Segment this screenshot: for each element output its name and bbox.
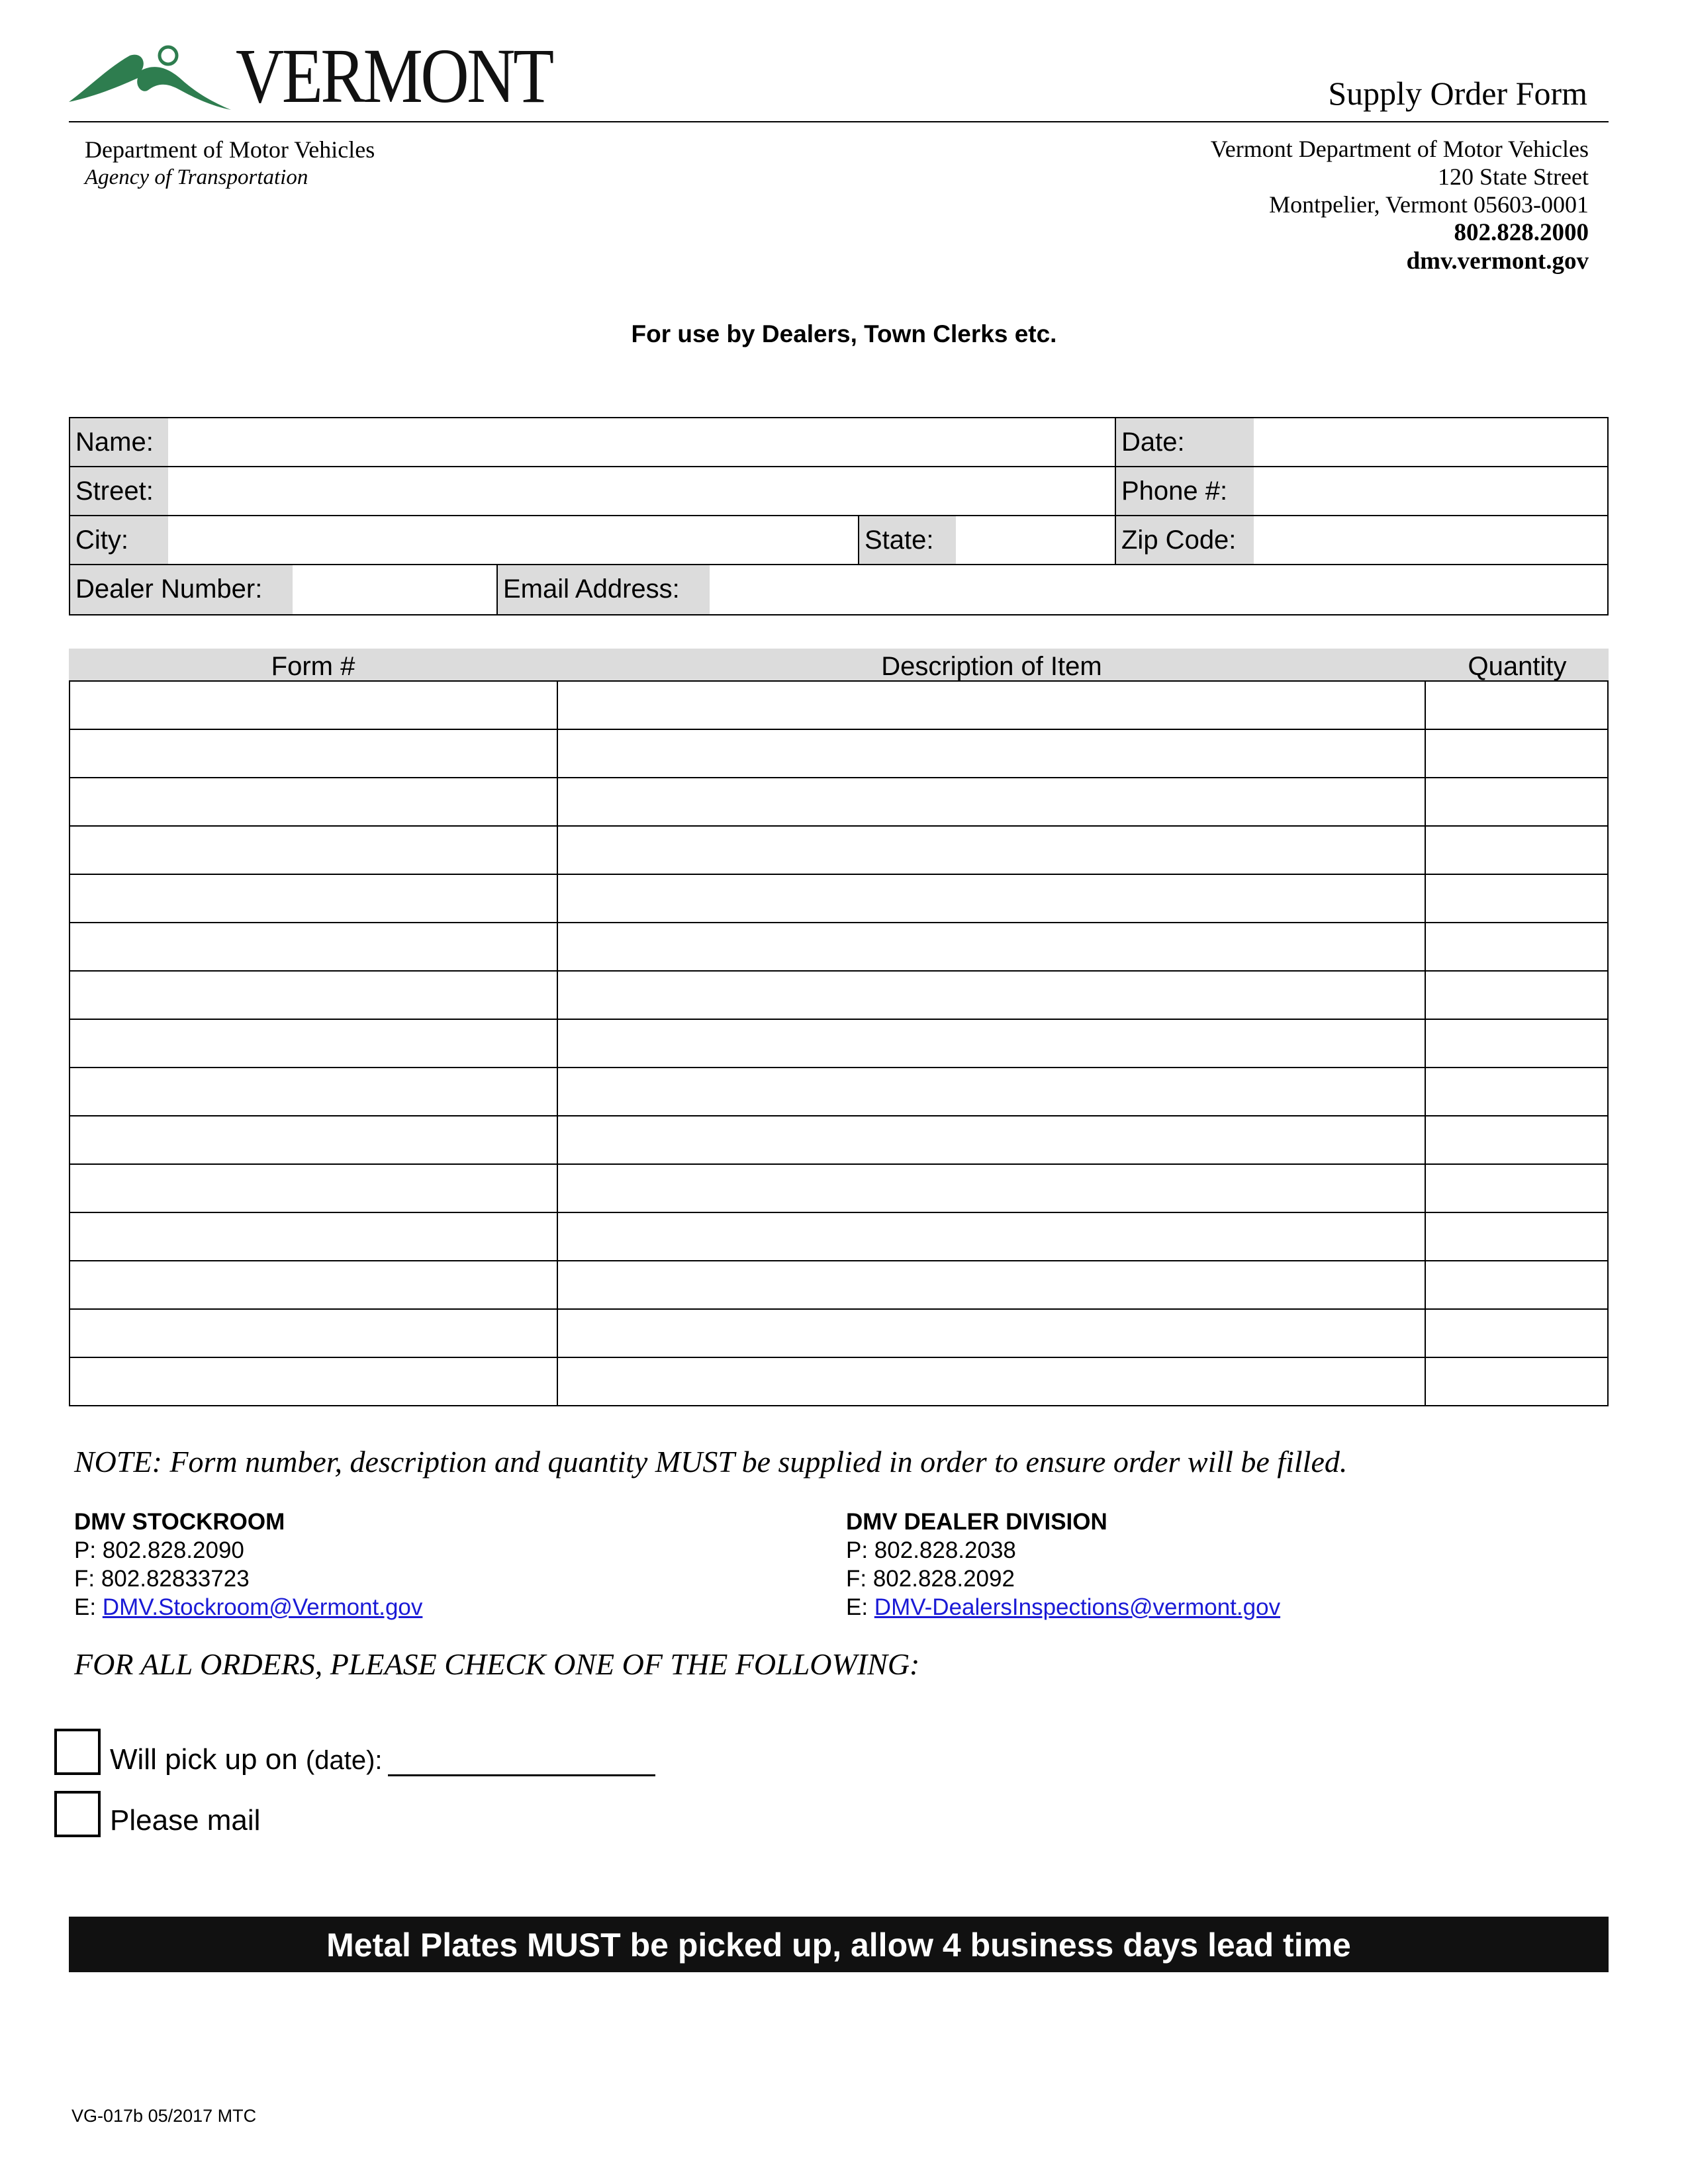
form-number-cell[interactable] [70,1164,557,1212]
phone-label: Phone #: [1116,467,1254,515]
city-cell [69,515,859,565]
email-field[interactable] [710,565,1607,614]
logo-wordmark: VERMONT [236,32,552,119]
name-field[interactable] [168,418,1115,466]
stockroom-title: DMV STOCKROOM [74,1509,285,1535]
quantity-cell[interactable] [1425,681,1608,729]
form-number-cell[interactable] [70,1357,557,1406]
description-cell[interactable] [557,971,1425,1019]
form-code: VG-017b 05/2017 MTC [71,2106,257,2126]
stockroom-contact [74,1508,422,1621]
items-table [69,680,1609,1406]
date-label: Date: [1116,418,1254,466]
dealer-division-contact [846,1508,1280,1621]
table-row [70,971,1608,1019]
address-web: dmv.vermont.gov [1406,248,1589,275]
table-row [70,826,1608,874]
column-form-number: Form # [271,652,355,681]
table-row [70,1019,1608,1068]
table-row [70,874,1608,923]
table-row [70,1212,1608,1261]
description-cell[interactable] [557,923,1425,971]
form-number-cell[interactable] [70,729,557,778]
quantity-cell[interactable] [1425,971,1608,1019]
pickup-checkbox[interactable] [54,1729,101,1775]
table-row [70,729,1608,778]
state-cell [858,515,1116,565]
phone-cell [1115,466,1609,516]
pickup-option [110,1743,655,1776]
quantity-cell[interactable] [1425,1212,1608,1261]
stockroom-email-prefix: E: [74,1594,103,1620]
table-row [70,1309,1608,1357]
name-cell [69,417,1116,467]
stockroom-email-line [74,1593,422,1621]
description-cell[interactable] [557,874,1425,923]
quantity-cell[interactable] [1425,729,1608,778]
quantity-cell[interactable] [1425,1164,1608,1212]
form-title: Supply Order Form [1328,75,1587,112]
required-fields-note: NOTE: Form number, description and quantity MUST be supplied in order to ensure order will be filled. [74,1445,1348,1479]
mountain-logo-icon [69,41,234,115]
agency-name: Agency of Transportation [85,165,308,189]
use-note: For use by Dealers, Town Clerks etc. [631,320,1057,347]
vermont-logo [69,32,552,119]
orders-heading: FOR ALL ORDERS, PLEASE CHECK ONE OF THE FOLLOWING: [74,1647,920,1681]
table-row [70,923,1608,971]
street-label: Street: [70,467,168,515]
stockroom-fax: F: 802.82833723 [74,1566,250,1592]
pickup-date-label: (date): [305,1746,383,1775]
form-number-cell[interactable] [70,971,557,1019]
form-number-cell[interactable] [70,826,557,874]
table-row [70,1116,1608,1164]
description-cell[interactable] [557,826,1425,874]
description-cell[interactable] [557,1309,1425,1357]
address-block [1211,135,1589,275]
mail-checkbox[interactable] [54,1791,101,1837]
form-number-cell[interactable] [70,1261,557,1309]
dealer-division-phone: P: 802.828.2038 [846,1537,1016,1563]
mail-label: Please mail [110,1804,261,1837]
email-cell [496,564,1609,615]
street-cell [69,466,1116,516]
phone-field[interactable] [1254,467,1607,515]
street-field[interactable] [168,467,1115,515]
city-label: City: [70,516,168,564]
email-label: Email Address: [498,565,710,614]
dealer-division-title: DMV DEALER DIVISION [846,1509,1107,1535]
table-row [70,1164,1608,1212]
dealer-number-cell [69,564,498,615]
quantity-cell[interactable] [1425,778,1608,826]
quantity-cell[interactable] [1425,1309,1608,1357]
table-row [70,681,1608,729]
dealer-number-label: Dealer Number: [70,565,293,614]
description-cell[interactable] [557,681,1425,729]
description-cell[interactable] [557,1164,1425,1212]
form-number-cell[interactable] [70,1212,557,1261]
zip-field[interactable] [1254,516,1607,564]
stockroom-email-link[interactable]: DMV.Stockroom@Vermont.gov [102,1594,423,1620]
date-cell [1115,417,1609,467]
date-field[interactable] [1254,418,1607,466]
department-name: Department of Motor Vehicles [85,136,375,163]
address-phone: 802.828.2000 [1454,219,1589,246]
quantity-cell[interactable] [1425,1068,1608,1116]
address-street: 120 State Street [1438,163,1589,190]
quantity-cell[interactable] [1425,826,1608,874]
metal-plates-banner: Metal Plates MUST be picked up, allow 4 business days lead time [69,1917,1609,1972]
form-number-cell[interactable] [70,778,557,826]
pickup-label: Will pick up on [110,1743,298,1776]
quantity-cell[interactable] [1425,1116,1608,1164]
address-org: Vermont Department of Motor Vehicles [1210,136,1589,162]
header-divider [69,121,1609,122]
form-number-cell[interactable] [70,681,557,729]
quantity-cell[interactable] [1425,1357,1608,1406]
mail-option [110,1804,260,1837]
state-field[interactable] [956,516,1115,564]
zip-label: Zip Code: [1116,516,1254,564]
items-table-body [70,681,1608,1406]
form-number-cell[interactable] [70,923,557,971]
description-cell[interactable] [557,1357,1425,1406]
column-description: Description of Item [881,652,1102,681]
dealer-division-email-line [846,1593,1280,1621]
table-row [70,1261,1608,1309]
form-number-cell[interactable] [70,1019,557,1068]
quantity-cell[interactable] [1425,1019,1608,1068]
quantity-cell[interactable] [1425,923,1608,971]
zip-cell [1115,515,1609,565]
column-quantity: Quantity [1468,652,1567,681]
dealer-division-fax: F: 802.828.2092 [846,1566,1015,1592]
form-number-cell[interactable] [70,1309,557,1357]
table-row [70,1357,1608,1406]
state-label: State: [859,516,956,564]
department-block [85,135,375,191]
table-row [70,1068,1608,1116]
description-cell[interactable] [557,1019,1425,1068]
address-city: Montpelier, Vermont 05603-0001 [1269,191,1589,218]
pickup-date-field[interactable] [388,1749,655,1776]
description-cell[interactable] [557,778,1425,826]
description-cell[interactable] [557,1068,1425,1116]
dealer-division-email-prefix: E: [846,1594,874,1620]
description-cell[interactable] [557,1212,1425,1261]
table-row [70,778,1608,826]
form-number-cell[interactable] [70,1116,557,1164]
description-cell[interactable] [557,1261,1425,1309]
city-field[interactable] [168,516,858,564]
stockroom-phone: P: 802.828.2090 [74,1537,244,1563]
form-number-cell[interactable] [70,1068,557,1116]
dealer-number-field[interactable] [293,565,496,614]
quantity-cell[interactable] [1425,1261,1608,1309]
description-cell[interactable] [557,729,1425,778]
description-cell[interactable] [557,1116,1425,1164]
dealer-division-email-link[interactable]: DMV-DealersInspections@vermont.gov [874,1594,1281,1620]
form-number-cell[interactable] [70,874,557,923]
quantity-cell[interactable] [1425,874,1608,923]
name-label: Name: [70,418,168,466]
